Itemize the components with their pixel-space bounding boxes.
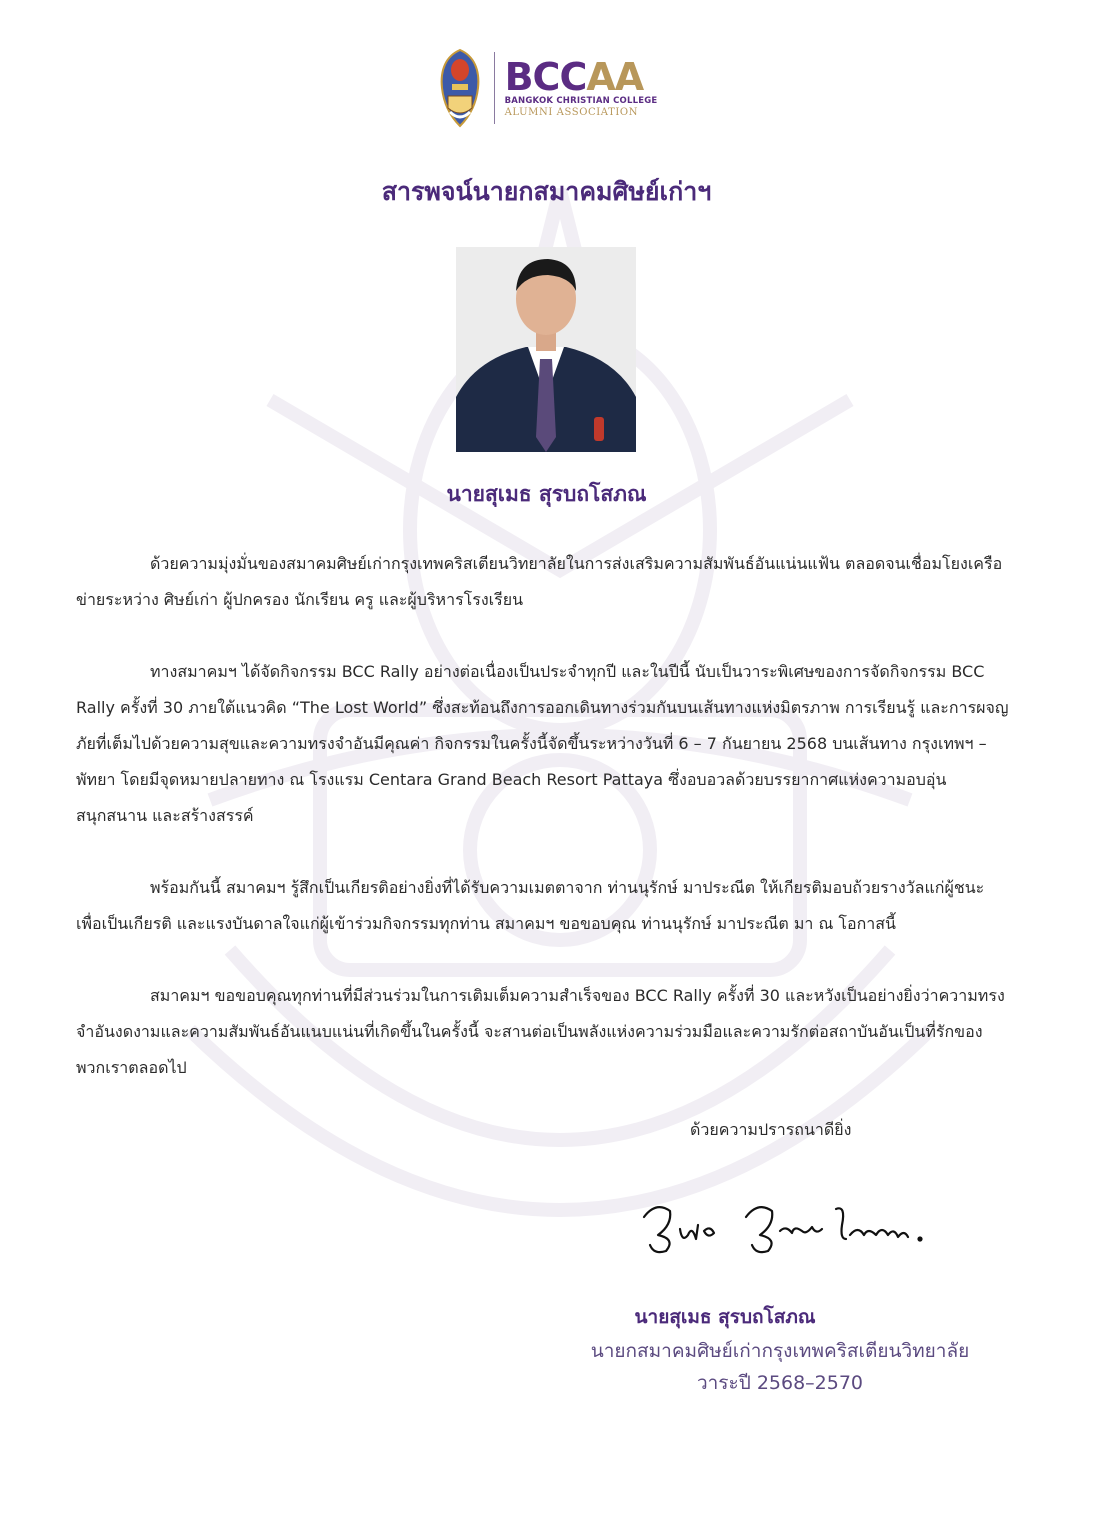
handwritten-signature <box>636 1195 936 1265</box>
signatory-position: นายกสมาคมศิษย์เก่ากรุงเทพคริสเตียนวิทยาลัย <box>590 1340 970 1362</box>
signatory-term: วาระปี 2568–2570 <box>696 1372 864 1394</box>
paragraph: สมาคมฯ ขอขอบคุณทุกท่านที่มีส่วนร่วมในการเติมเต็มความสำเร็จของ BCC Rally ครั้งที่ 30 และหวังเป็นอย่างยิ่งว่าความทรงจำอันงดงามและความสัมพันธ์อันแนบแน่นที่เกิดขึ้นในครั้งนี้ จะสานต่อเป็นพลังแห่งความร่วมมือและความรักต่อสถาบันอันเป็นที่รักของพวกเราตลอดไป <box>76 986 1005 1077</box>
person-portrait-image <box>456 247 636 452</box>
logo-divider <box>494 52 495 124</box>
brand-wordmark <box>504 54 658 119</box>
closing-salutation: ด้วยความปรารถนาดียิ่ง <box>690 1120 852 1139</box>
paragraph: ด้วยความมุ่งมั่นของสมาคมศิษย์เก่ากรุงเทพคริสเตียนวิทยาลัยในการส่งเสริมความสัมพันธ์อันแน่นแฟ้น ตลอดจนเชื่อมโยงเครือข่ายระหว่าง ศิษย์เก่า ผู้ปกครอง นักเรียน ครู และผู้บริหารโรงเรียน <box>76 554 1003 609</box>
brand-line-1: BANGKOK CHRISTIAN COLLEGE <box>504 95 658 106</box>
paragraph: ทางสมาคมฯ ได้จัดกิจกรรม BCC Rally อย่างต่อเนื่องเป็นประจำทุกปี และในปีนี้ นับเป็นวาระพิเศษของการจัดกิจกรรม BCC Rally ครั้งที่ 30 ภายใต้แนวคิด “The Lost World” ซึ่งสะท้อนถึงการออกเดินทางร่วมกันบนเส้นทางแห่งมิตรภาพ การเรียนรู้ และการผจญภัยที่เต็มไปด้วยความสุขและความทรงจำอันมีคุณค่า กิจกรรมในครั้งนี้จัดขึ้นระหว่างวันที่ 6 – 7 กันยายน 2568 บนเส้นทาง กรุงเทพฯ – พัทยา โดยมีจุดหมายปลายทาง ณ โรงแรม Centara Grand Beach Resort Pattaya ซึ่งอบอวลด้วยบรรยากาศแห่งความอบอุ่น สนุกสนาน และสร้างสรรค์ <box>76 662 1009 825</box>
message-body <box>76 546 1011 1122</box>
brand-acronym: BCCAA <box>504 54 644 99</box>
brand-line-2: ALUMNI ASSOCIATION <box>504 106 639 118</box>
school-crest-icon <box>436 48 484 128</box>
signatory-name: นายสุเมธ สุรบถโสภณ <box>634 1306 816 1328</box>
portrait-photo <box>456 247 636 452</box>
page-title: สารพจน์นายกสมาคมศิษย์เก่าฯ <box>381 177 712 206</box>
person-name: นายสุเมธ สุรบถโสภณ <box>446 482 647 506</box>
header-logo <box>0 48 1093 128</box>
paragraph: พร้อมกันนี้ สมาคมฯ รู้สึกเป็นเกียรติอย่างยิ่งที่ได้รับความเมตตาจาก ท่านนุรักษ์ มาประณีต ให้เกียรติมอบถ้วยรางวัลแก่ผู้ชนะ เพื่อเป็นเกียรติ และแรงบันดาลใจแก่ผู้เข้าร่วมกิจกรรมทุกท่าน สมาคมฯ ขอขอบคุณ ท่านนุรักษ์ มาประณีต มา ณ โอกาสนี้ <box>76 878 985 933</box>
